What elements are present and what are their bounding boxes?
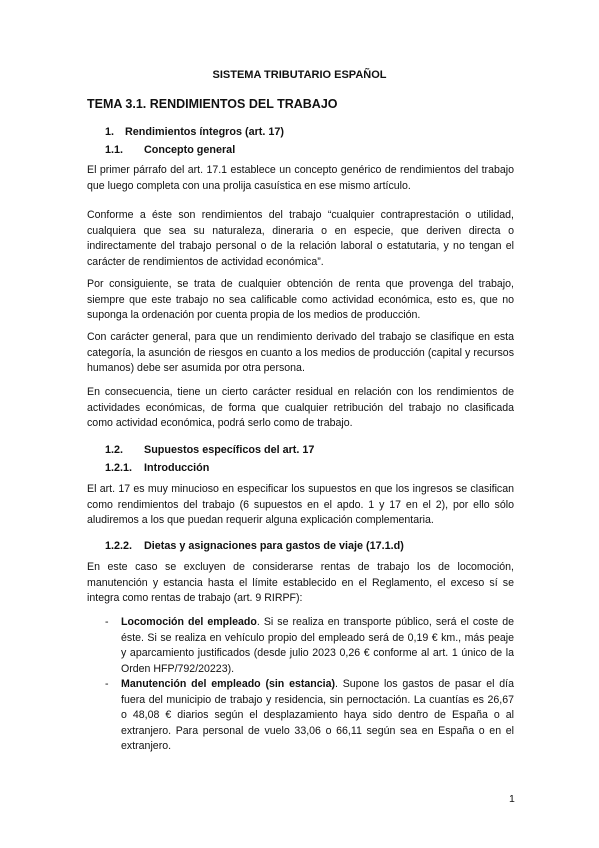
list-item-text: . Si se realiza en transporte público, será el coste de éste. Si se realiza en vehículo propio del empleado será de 0,19 € km., más peaje y aparcamiento justificados (desde julio 2023 0,26 € conforme al art. 1 único de la Orden HFP/792/20223). — [121, 616, 514, 675]
heading-1-2-number: 1.2. — [105, 444, 124, 456]
paragraph-concept-intro: El primer párrafo del art. 17.1 establece un concepto genérico de rendimientos del trabajo que luego completa con una prolija casuística en ese mismo artículo. — [87, 164, 514, 192]
expense-list — [105, 615, 514, 755]
list-item-title: Locomoción del empleado — [121, 616, 257, 628]
list-item-text: . Supone los gastos de pasar el día fuera del municipio de trabajo y residencia, sin pernoctación. La cuantías es 26,67 o 48,08 € diarios según el desplazamiento haya sido dentro de España o al extranjero. Para personal de vuelo 33,06 o 66,11 según sea en España o en el extranjero. — [121, 678, 514, 752]
paragraph-definition: Conforme a éste son rendimientos del trabajo “cualquier contraprestación o utilidad, cualquiera que sea su naturaleza, dineraria o en especie, que deriven directa o indirectamente del trabajo personal o de la relación laboral o estatutaria, y no tengan el carácter de rendimientos de actividad económica”. — [87, 209, 514, 268]
heading-1-2-2-number: 1.2.2. — [105, 540, 133, 552]
list-item — [105, 615, 514, 677]
list-item — [105, 677, 514, 755]
paragraph-introduction: El art. 17 es muy minucioso en especificar los supuestos en que los ingresos se clasifican como rendimientos del trabajo (6 supuestos en el apdo. 1 y 17 en el 2), por ello sólo aludiremos a los que puedan requerir alguna explicación complementaria. — [87, 483, 514, 526]
paragraph-travel-expenses: En este caso se excluyen de considerarse rentas de trabajo los de locomoción, manutención y estancia hasta el límite establecido en el Reglamento, el exceso sí se integra como rentas de trabajo (art. 9 RIRPF): — [87, 561, 514, 604]
paragraph-residual: En consecuencia, tiene un cierto carácter residual en relación con los rendimientos de actividades económicas, de forma que cualquier retribución del trabajo no clasificada como actividad económica, podrá serlo como de trabajo. — [87, 386, 514, 429]
heading-1-1-number: 1.1. — [105, 144, 124, 156]
heading-1-text: Rendimientos íntegros (art. 17) — [125, 126, 284, 138]
paragraph-general-character: Con carácter general, para que un rendimiento derivado del trabajo se clasifique en esta categoría, la asunción de riesgos en cuanto a los medios de producción (capital y recursos humanos) debe ser asumida por otra persona. — [87, 331, 514, 374]
topic-heading: TEMA 3.1. RENDIMIENTOS DEL TRABAJO — [87, 97, 338, 111]
paragraph-consequence: Por consiguiente, se trata de cualquier obtención de renta que provenga del trabajo, siempre que este trabajo no sea calificable como actividad económica, esto es, que no suponga la ordenación por cuenta propia de los medios de producción. — [87, 278, 514, 321]
heading-1-2-text: Supuestos específicos del art. 17 — [144, 444, 315, 456]
document-title: SISTEMA TRIBUTARIO ESPAÑOL — [212, 69, 387, 81]
heading-1-number: 1. — [105, 126, 115, 138]
list-dash: - — [105, 616, 109, 628]
list-dash: - — [105, 678, 109, 690]
heading-1-1 — [105, 143, 235, 159]
heading-1-2-2-text: Dietas y asignaciones para gastos de viaje (17.1.d) — [144, 540, 404, 552]
list-item-title: Manutención del empleado (sin estancia) — [121, 678, 335, 690]
heading-1-2-2 — [105, 539, 404, 555]
page-number: 1 — [509, 793, 515, 805]
heading-1-1-text: Concepto general — [144, 144, 236, 156]
heading-1 — [105, 125, 284, 141]
heading-1-2-1-number: 1.2.1. — [105, 462, 133, 474]
heading-1-2-1 — [105, 461, 209, 477]
heading-1-2-1-text: Introducción — [144, 462, 210, 474]
heading-1-2 — [105, 443, 314, 459]
